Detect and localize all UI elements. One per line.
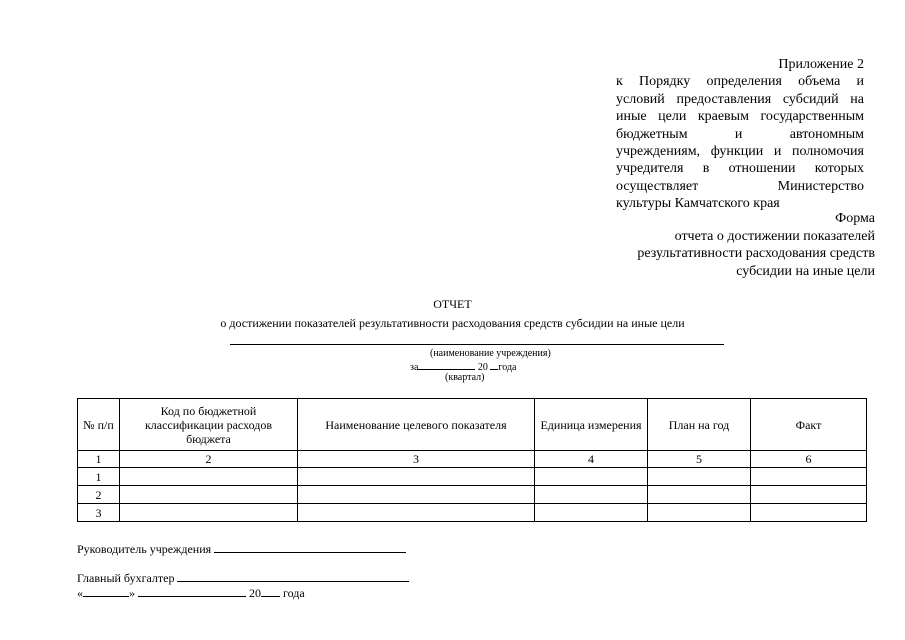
cell-unit[interactable] [535, 504, 648, 522]
cell-budget-code[interactable] [120, 468, 298, 486]
form-label: Форма [835, 211, 875, 226]
form-line: результативности расходования средств [637, 246, 875, 261]
column-number: 4 [535, 451, 648, 468]
form-line: отчета о достижении показателей [674, 228, 875, 244]
form-line: субсидии на иные цели [736, 263, 875, 279]
row-number: 1 [78, 468, 120, 486]
table-row [78, 468, 867, 486]
table-row [78, 486, 867, 504]
institution-label: (наименование учреждения) [430, 348, 551, 359]
cell-indicator-name[interactable] [298, 468, 535, 486]
appendix-line: учреждениям, функции и полномочия [616, 144, 864, 160]
appendix-header [616, 56, 864, 213]
appendix-line: к Порядку определения объема и [616, 74, 864, 90]
appendix-line: условий предоставления субсидий на [616, 91, 864, 107]
report-table [77, 398, 867, 522]
appendix-line: бюджетным и автономным [616, 126, 864, 142]
cell-indicator-name[interactable] [298, 486, 535, 504]
header-plan: План на год [648, 399, 751, 451]
header-unit: Единица измерения [535, 399, 648, 451]
column-number: 6 [751, 451, 867, 468]
institution-name-line [230, 344, 724, 345]
date-year: 20 [249, 586, 261, 600]
date-month-line[interactable] [138, 584, 246, 597]
table-header-row [78, 399, 867, 451]
form-header [604, 210, 875, 280]
column-number: 2 [120, 451, 298, 468]
head-signature [77, 540, 406, 557]
head-signature-line[interactable] [214, 540, 406, 553]
accountant-label: Главный бухгалтер [77, 571, 175, 585]
cell-fact[interactable] [751, 504, 867, 522]
signature-date [77, 584, 305, 601]
header-fact: Факт [751, 399, 867, 451]
appendix-line: осуществляет Министерство [616, 178, 864, 194]
header-number: № п/п [78, 399, 120, 451]
period-suffix: года [498, 362, 517, 373]
quarter-label: (квартал) [445, 372, 485, 383]
row-number: 3 [78, 504, 120, 522]
header-indicator-name: Наименование целевого показателя [298, 399, 535, 451]
row-number: 2 [78, 486, 120, 504]
appendix-title: Приложение 2 [778, 57, 864, 72]
period-prefix: за [410, 362, 419, 373]
column-number-row [78, 451, 867, 468]
date-suffix: года [283, 586, 305, 600]
period-year: 20 [477, 362, 488, 373]
column-number: 5 [648, 451, 751, 468]
date-year-line[interactable] [261, 584, 280, 597]
appendix-line: иные цели краевым государственным [616, 109, 864, 125]
date-day-line[interactable] [83, 584, 129, 597]
cell-unit[interactable] [535, 486, 648, 504]
date-open-quote: « [77, 586, 83, 600]
report-title: ОТЧЕТ [433, 297, 472, 311]
cell-unit[interactable] [535, 468, 648, 486]
cell-fact[interactable] [751, 468, 867, 486]
cell-plan[interactable] [648, 504, 751, 522]
cell-indicator-name[interactable] [298, 504, 535, 522]
cell-budget-code[interactable] [120, 504, 298, 522]
column-number: 3 [298, 451, 535, 468]
appendix-line: культуры Камчатского края [616, 196, 780, 212]
cell-fact[interactable] [751, 486, 867, 504]
cell-plan[interactable] [648, 468, 751, 486]
cell-plan[interactable] [648, 486, 751, 504]
appendix-line: учредителя в отношении которых [616, 161, 864, 177]
header-budget-code: Код по бюджетной классификации расходов бюджета [120, 399, 298, 451]
head-label: Руководитель учреждения [77, 542, 212, 556]
cell-budget-code[interactable] [120, 486, 298, 504]
accountant-signature-line[interactable] [177, 569, 409, 582]
table-row [78, 504, 867, 522]
date-close-quote: » [129, 586, 135, 600]
column-number: 1 [78, 451, 120, 468]
quarter-blank [418, 360, 475, 370]
report-subtitle: о достижении показателей результативности расходования средств субсидии на иные цели [220, 316, 685, 330]
